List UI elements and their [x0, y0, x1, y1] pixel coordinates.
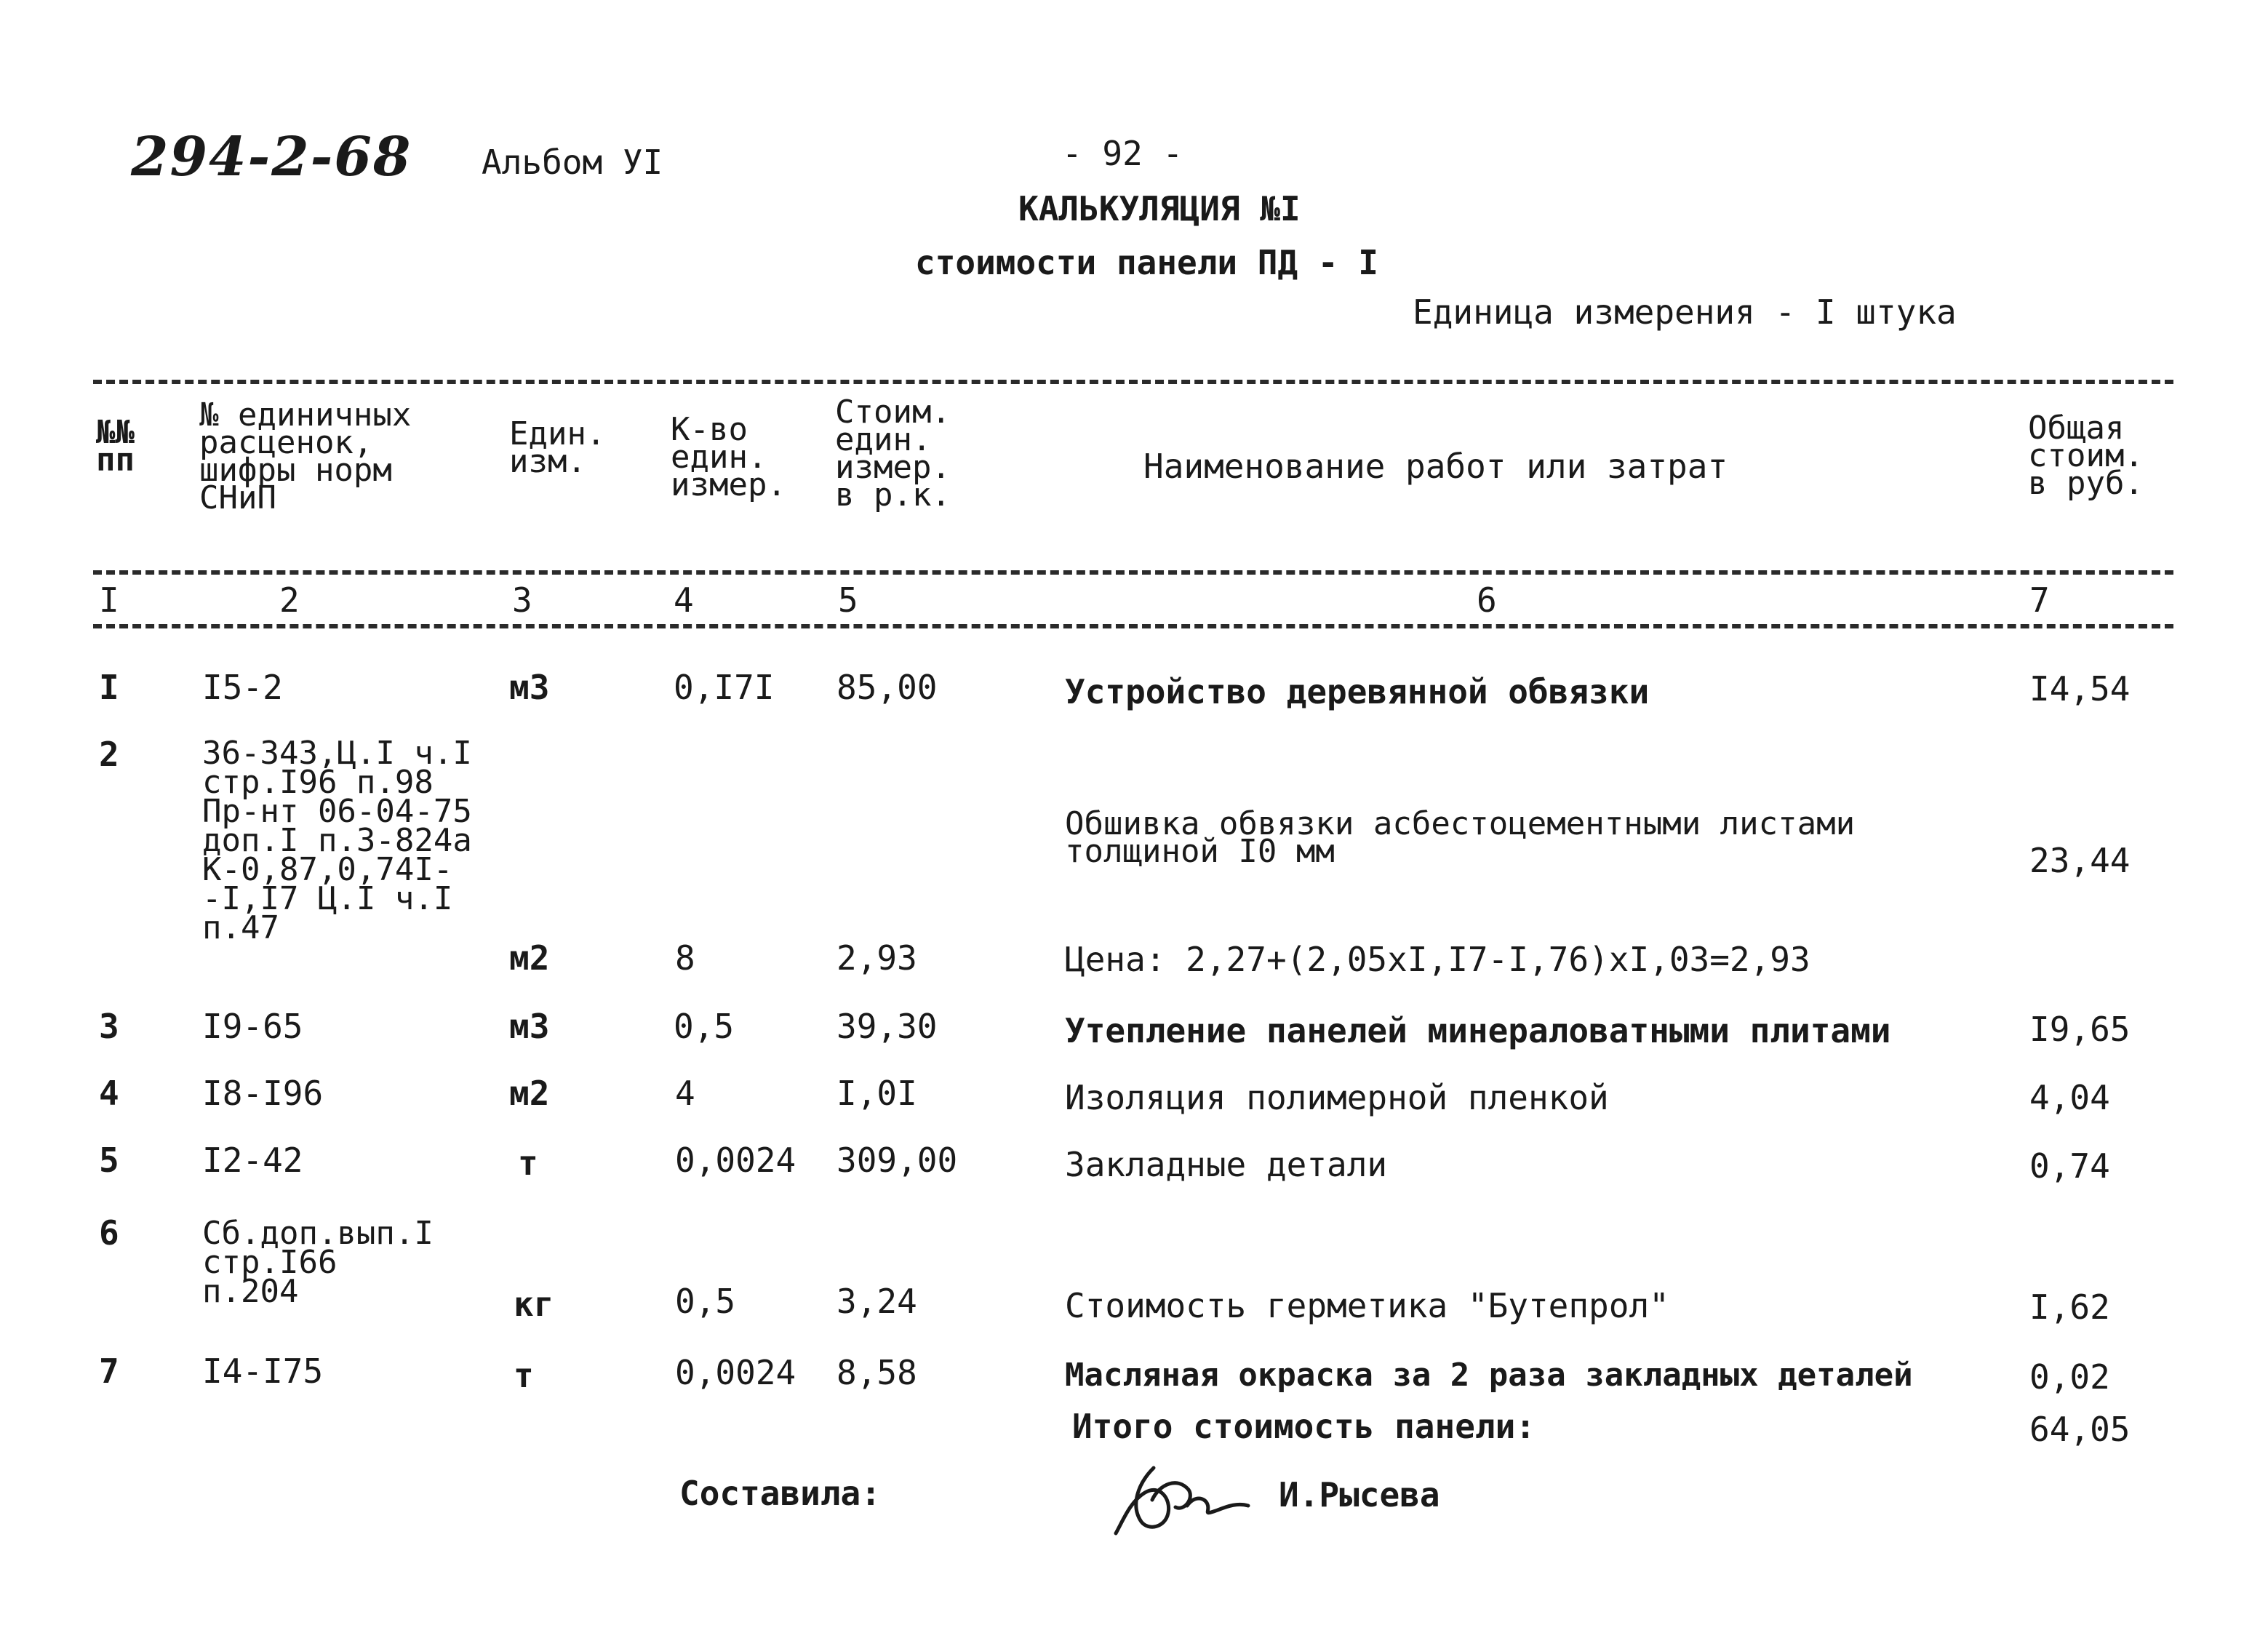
quantity: 4 [675, 1074, 695, 1113]
rate-code: I2-42 [202, 1141, 303, 1180]
rate-code: I5-2 [202, 668, 283, 707]
col-number-4: 4 [674, 580, 694, 620]
unit: м2 [509, 938, 550, 978]
row-number: 5 [99, 1141, 119, 1180]
total-cost: 23,44 [2029, 841, 2131, 880]
rate-code: Сб.доп.вып.I стр.I66 п.204 [202, 1215, 434, 1310]
work-name: Обшивка обвязки асбестоцементными листами толщиной I0 мм [1065, 805, 1856, 870]
rate-code: I8-I96 [202, 1074, 324, 1113]
work-name: Устройство деревянной обвязки [1065, 672, 1650, 711]
table-top-rule [93, 380, 2173, 384]
total-cost: I,62 [2029, 1287, 2110, 1327]
unit-price: 39,30 [836, 1007, 938, 1046]
panel-total-value: 64,05 [2029, 1410, 2131, 1449]
work-name: Стоимость герметика "Бутепрол" [1065, 1286, 1669, 1325]
page-number: - 92 - [1062, 134, 1183, 173]
header-unit: Един. изм. [509, 415, 606, 480]
rate-code: 36-343,Ц.I ч.I стр.I96 п.98 Пр-нт 06-04-75 доп.I п.3-824а К-0,87,0,74I- -I,I7 Ц.I ч.I п.47 [202, 735, 472, 946]
header-bottom-rule [93, 570, 2173, 575]
unit: т [518, 1143, 538, 1183]
quantity: 0,I7I [674, 668, 775, 707]
total-cost: 4,04 [2029, 1078, 2110, 1117]
quantity: 0,5 [674, 1007, 735, 1046]
col-number-2: 2 [279, 580, 300, 620]
row-number: 7 [99, 1351, 119, 1391]
row-number: 2 [99, 735, 119, 774]
total-cost: I4,54 [2029, 669, 2131, 708]
quantity: 0,5 [675, 1282, 736, 1321]
total-cost: 0,74 [2029, 1146, 2110, 1186]
total-cost: 0,02 [2029, 1357, 2110, 1397]
compiled-by-label: Составила: [679, 1474, 881, 1513]
work-name: Закладные детали [1065, 1145, 1388, 1184]
work-name: Изоляция полимерной пленкой [1065, 1078, 1609, 1117]
unit-of-measure-note: Единица измерения - I штука [1413, 292, 1957, 332]
unit: т [514, 1356, 534, 1395]
header-rate-code: № единичных расценок, шифры норм СНиП [199, 396, 412, 516]
header-unit-price: Стоим. един. измер. в р.к. [835, 394, 951, 514]
unit-price: I,0I [836, 1074, 917, 1113]
document-title: КАЛЬКУЛЯЦИЯ №I [1018, 189, 1301, 228]
col-number-3: 3 [512, 580, 532, 620]
quantity: 8 [675, 938, 695, 978]
unit-price: 309,00 [836, 1141, 958, 1180]
rate-code: I4-I75 [202, 1351, 324, 1391]
signer-name: И.Рысева [1279, 1475, 1440, 1514]
row-number: I [99, 668, 119, 707]
unit: м3 [509, 668, 550, 707]
header-total-cost: Общая стоим. в руб. [2028, 410, 2144, 502]
quantity: 0,0024 [675, 1353, 796, 1392]
row-number: 4 [99, 1074, 119, 1113]
document-code: 294-2-68 [131, 126, 412, 188]
row-number: 6 [99, 1213, 119, 1253]
signature-image [1109, 1455, 1254, 1542]
col-number-5: 5 [838, 580, 858, 620]
header-row-number: №№ пп [96, 414, 135, 479]
document-subtitle: стоимости панели ПД - I [915, 243, 1378, 282]
unit-price: 85,00 [836, 668, 938, 707]
work-name: Масляная окраска за 2 раза закладных деталей [1065, 1357, 1913, 1394]
unit-price: 2,93 [836, 938, 917, 978]
row-number: 3 [99, 1007, 119, 1046]
header-work-name: Наименование работ или затрат [1143, 447, 1728, 486]
quantity: 0,0024 [675, 1141, 796, 1180]
unit: м2 [509, 1074, 550, 1113]
unit: м3 [509, 1007, 550, 1046]
price-formula-note: Цена: 2,27+(2,05хI,I7-I,76)хI,03=2,93 [1065, 940, 1810, 979]
column-numbers-rule [93, 624, 2173, 628]
panel-total-label: Итого стоимость панели: [1072, 1407, 1536, 1446]
album-label: Альбом УI [482, 143, 663, 182]
col-number-1: I [99, 580, 119, 620]
work-name: Утепление панелей минераловатными плитами [1065, 1011, 1891, 1050]
unit-price: 8,58 [836, 1353, 917, 1392]
rate-code: I9-65 [202, 1007, 303, 1046]
total-cost: I9,65 [2029, 1010, 2131, 1049]
unit-price: 3,24 [836, 1282, 917, 1321]
col-number-6: 6 [1477, 580, 1497, 620]
unit: кг [514, 1285, 554, 1324]
header-quantity: К-во един. измер. [671, 411, 786, 503]
col-number-7: 7 [2029, 580, 2050, 620]
